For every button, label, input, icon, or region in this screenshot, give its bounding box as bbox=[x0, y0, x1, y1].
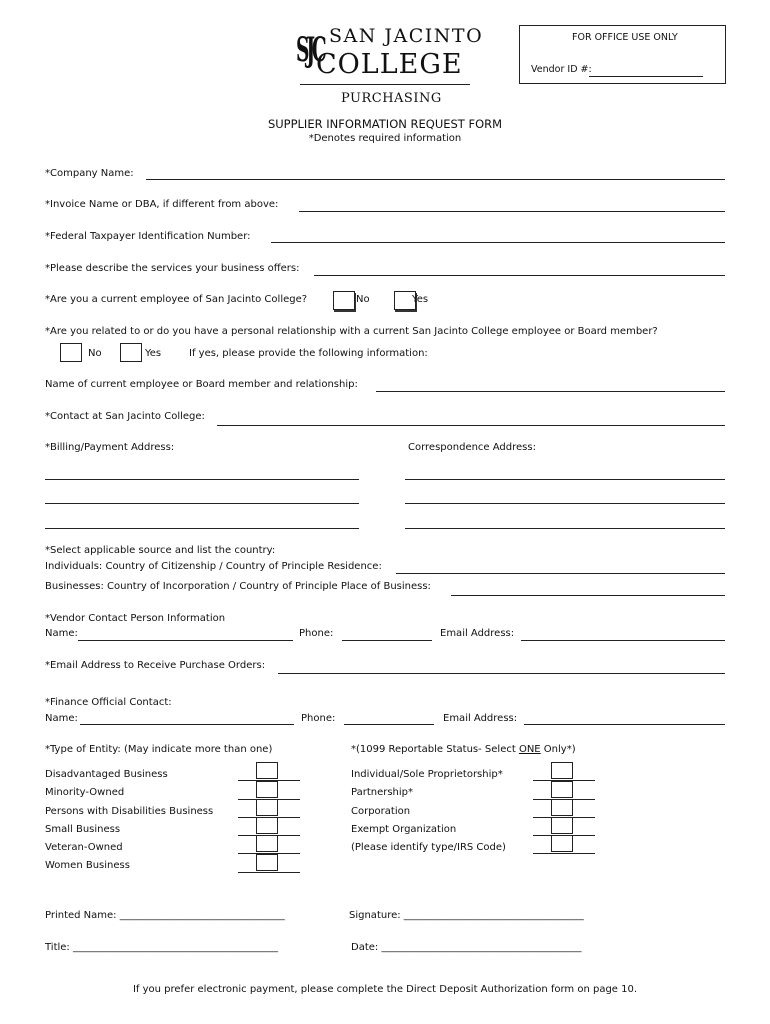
status-item: (Please identify type/IRS Code) bbox=[351, 842, 506, 853]
services-field[interactable] bbox=[314, 275, 725, 276]
vendor-name-field[interactable] bbox=[78, 640, 293, 641]
finance-phone-label: Phone: bbox=[301, 713, 336, 724]
employee-no-checkbox[interactable] bbox=[333, 291, 355, 310]
company-name-field[interactable] bbox=[146, 179, 725, 180]
finance-phone-field[interactable] bbox=[344, 724, 434, 725]
billing-label: *Billing/Payment Address: bbox=[45, 442, 175, 453]
contact-field[interactable] bbox=[217, 425, 725, 426]
entity-item: Veteran-Owned bbox=[45, 842, 123, 853]
form-subtitle: *Denotes required information bbox=[308, 133, 462, 144]
entity-checkbox[interactable] bbox=[256, 799, 278, 816]
date-field[interactable]: Date: ________________________________________ bbox=[351, 942, 582, 953]
vendor-email-field[interactable] bbox=[521, 640, 725, 641]
finance-email-label: Email Address: bbox=[443, 713, 518, 724]
status-checkbox[interactable] bbox=[551, 835, 573, 852]
invoice-name-field[interactable] bbox=[299, 211, 725, 212]
status-item: Exempt Organization bbox=[351, 824, 457, 835]
status-checkbox[interactable] bbox=[551, 799, 573, 816]
footer-note: If you prefer electronic payment, please complete the Direct Deposit Authorization form on page 10. bbox=[132, 984, 638, 995]
employee-no-label: No bbox=[356, 294, 370, 305]
entity-checkbox[interactable] bbox=[256, 835, 278, 852]
invoice-name-label: *Invoice Name or DBA, if different from above: bbox=[45, 199, 279, 210]
entity-type-title: *Type of Entity: (May indicate more than one) bbox=[45, 744, 273, 755]
billing-line-1[interactable] bbox=[45, 479, 359, 480]
finance-name-field[interactable] bbox=[80, 724, 294, 725]
taxpayer-id-label: *Federal Taxpayer Identification Number: bbox=[45, 231, 251, 242]
entity-checkbox[interactable] bbox=[256, 854, 278, 871]
status-item: Partnership* bbox=[351, 787, 414, 798]
correspondence-line-3[interactable] bbox=[405, 528, 725, 529]
status-checkbox[interactable] bbox=[551, 817, 573, 834]
vendor-id-field[interactable] bbox=[589, 76, 703, 77]
status-1099-title: *(1099 Reportable Status- Select ONE Only*) bbox=[351, 744, 576, 755]
entity-checkbox[interactable] bbox=[256, 781, 278, 798]
businesses-label: Businesses: Country of Incorporation / Country of Principle Place of Business: bbox=[45, 581, 431, 592]
entity-item: Women Business bbox=[45, 860, 130, 871]
finance-email-field[interactable] bbox=[524, 724, 725, 725]
correspondence-line-1[interactable] bbox=[405, 479, 725, 480]
entity-item: Small Business bbox=[45, 824, 121, 835]
vendor-phone-field[interactable] bbox=[342, 640, 432, 641]
contact-label: *Contact at San Jacinto College: bbox=[45, 411, 205, 422]
entity-checkbox[interactable] bbox=[256, 762, 278, 779]
signature-field[interactable]: Signature: ____________________________________ bbox=[349, 910, 584, 921]
taxpayer-id-field[interactable] bbox=[271, 242, 725, 243]
employee-question: *Are you a current employee of San Jacinto College? bbox=[45, 294, 308, 305]
related-question: *Are you related to or do you have a personal relationship with a current San Jacinto College employee or Board member? bbox=[45, 326, 658, 337]
entity-checkbox[interactable] bbox=[256, 817, 278, 834]
finance-contact-title: *Finance Official Contact: bbox=[45, 697, 172, 708]
entity-item: Persons with Disabilities Business bbox=[45, 806, 214, 817]
related-no-checkbox[interactable] bbox=[60, 343, 82, 362]
entity-item: Minority-Owned bbox=[45, 787, 125, 798]
po-email-label: *Email Address to Receive Purchase Orders: bbox=[45, 660, 266, 671]
individuals-label: Individuals: Country of Citizenship / Country of Principle Residence: bbox=[45, 561, 382, 572]
businesses-field[interactable] bbox=[451, 595, 725, 596]
po-email-field[interactable] bbox=[278, 673, 725, 674]
related-yes-checkbox[interactable] bbox=[120, 343, 142, 362]
status-line bbox=[533, 853, 595, 854]
employee-name-field[interactable] bbox=[376, 391, 725, 392]
vendor-email-label: Email Address: bbox=[440, 628, 515, 639]
logo-rule bbox=[300, 84, 470, 85]
finance-name-label: Name: bbox=[45, 713, 78, 724]
status-item: Corporation bbox=[351, 806, 411, 817]
title-field[interactable]: Title: _________________________________________ bbox=[45, 942, 278, 953]
vendor-id-label: Vendor ID #: bbox=[531, 64, 592, 75]
printed-name-field[interactable]: Printed Name: _________________________________ bbox=[45, 910, 285, 921]
employee-name-label: Name of current employee or Board member and relationship: bbox=[45, 379, 358, 390]
logo-line-1: SAN JACINTO bbox=[329, 25, 484, 47]
source-title: *Select applicable source and list the country: bbox=[45, 545, 276, 556]
employee-yes-label: Yes bbox=[412, 294, 429, 305]
logo-line-2: COLLEGE bbox=[316, 49, 463, 80]
entity-line bbox=[238, 872, 300, 873]
related-no-label: No bbox=[88, 348, 102, 359]
company-name-label: *Company Name: bbox=[45, 168, 134, 179]
vendor-phone-label: Phone: bbox=[299, 628, 334, 639]
office-use-title: FOR OFFICE USE ONLY bbox=[572, 32, 678, 43]
status-item: Individual/Sole Proprietorship* bbox=[351, 769, 503, 780]
if-yes-text: If yes, please provide the following information: bbox=[189, 348, 428, 359]
services-label: *Please describe the services your business offers: bbox=[45, 263, 300, 274]
vendor-contact-title: *Vendor Contact Person Information bbox=[45, 613, 226, 624]
correspondence-line-2[interactable] bbox=[405, 503, 725, 504]
related-yes-label: Yes bbox=[145, 348, 162, 359]
vendor-name-label: Name: bbox=[45, 628, 78, 639]
individuals-field[interactable] bbox=[396, 573, 725, 574]
correspondence-label: Correspondence Address: bbox=[408, 442, 536, 453]
status-checkbox[interactable] bbox=[551, 762, 573, 779]
entity-item: Disadvantaged Business bbox=[45, 769, 168, 780]
office-use-box bbox=[519, 25, 726, 84]
billing-line-2[interactable] bbox=[45, 503, 359, 504]
form-title: SUPPLIER INFORMATION REQUEST FORM bbox=[267, 117, 503, 131]
status-checkbox[interactable] bbox=[551, 781, 573, 798]
billing-line-3[interactable] bbox=[45, 528, 359, 529]
department-label: PURCHASING bbox=[341, 91, 442, 106]
logo-monogram: SJC bbox=[296, 30, 324, 70]
